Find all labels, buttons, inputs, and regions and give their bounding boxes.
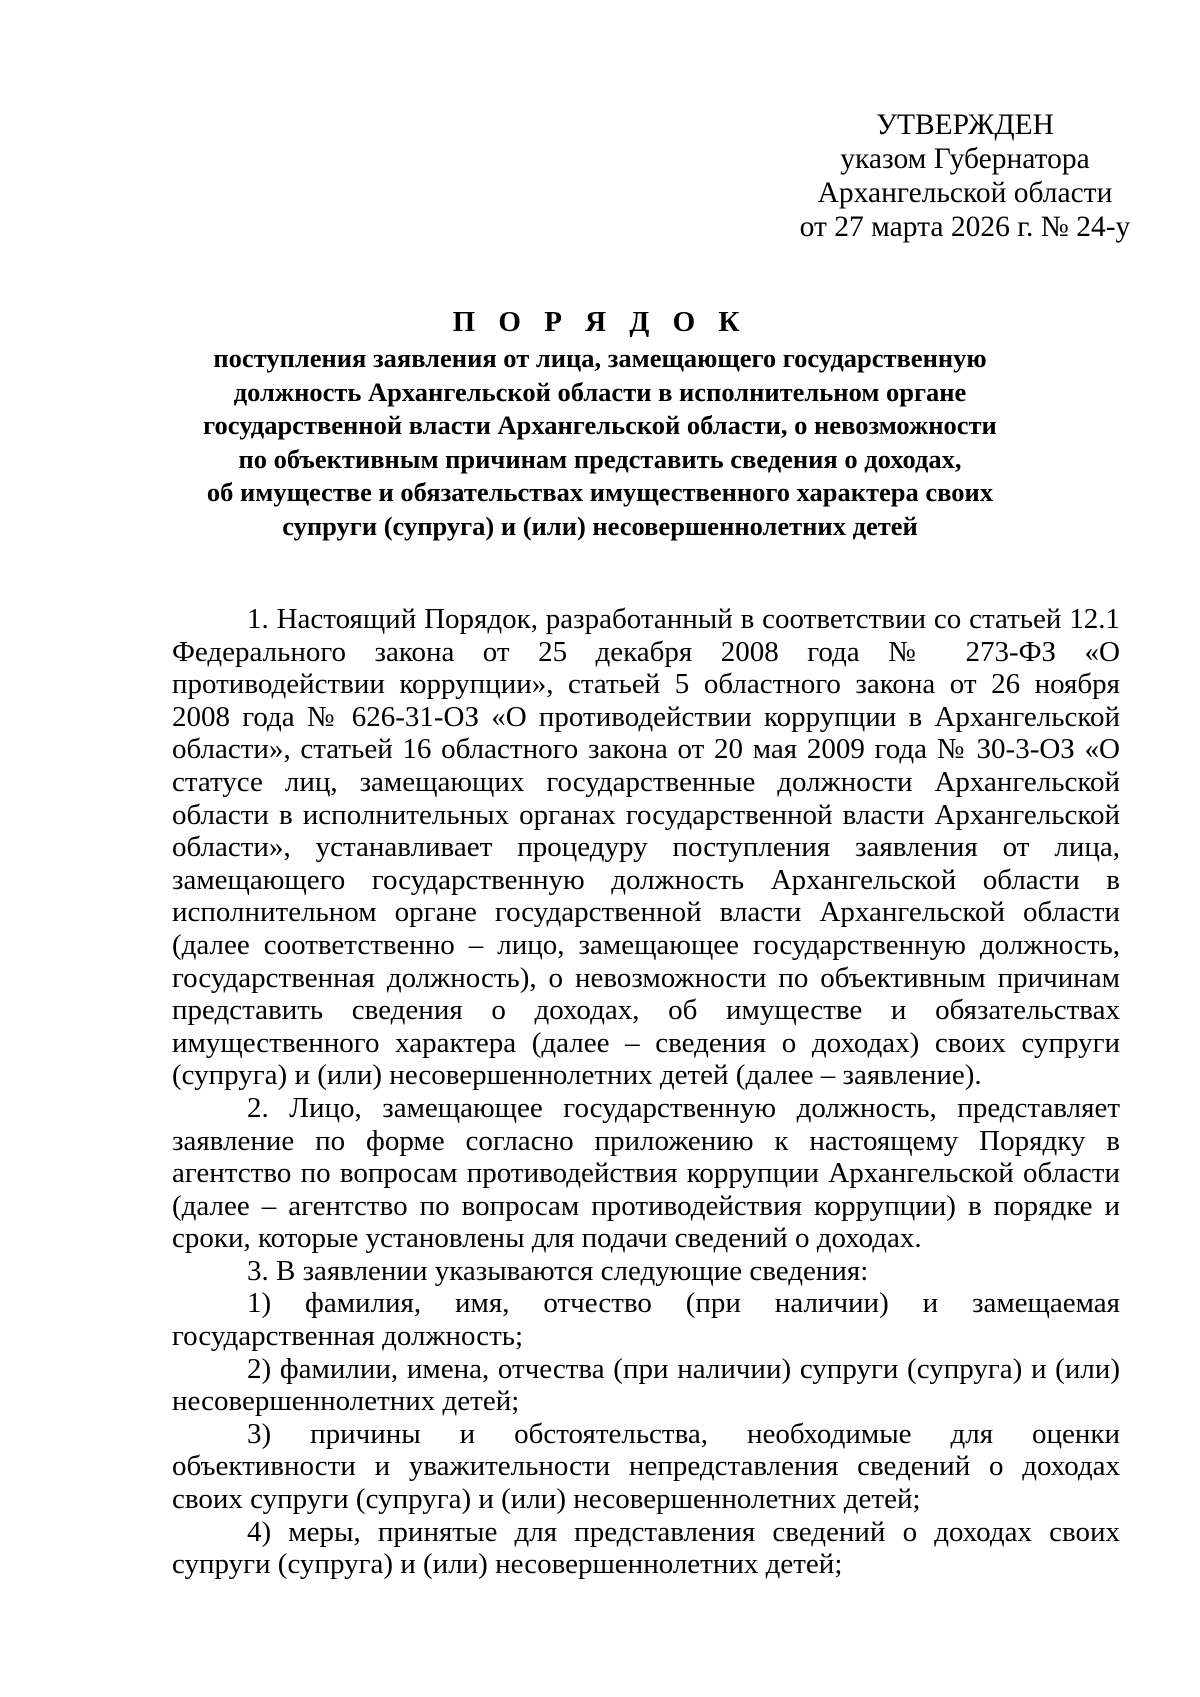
document-subtitle (150, 342, 1050, 543)
list-item-1: 1) фамилия, имя, отчество (при наличии) и замещаемая государственная должность; (172, 1287, 1120, 1353)
approval-stamp (700, 108, 1200, 244)
list-item-4: 4) меры, принятые для представления сведений о доходах своих супруги (супруга) и (или) несовершеннолетних детей; (172, 1515, 1120, 1581)
subtitle-line: должность Архангельской области в исполнительном органе (233, 376, 967, 407)
paragraph-2: 2. Лицо, замещающее государственную должность, представляет заявление по форме согласно приложению к настоящему Порядку в агентство по вопросам противодействия коррупции Архангельской области (далее – агентство по вопросам противодействия коррупции) в порядке и сроки, которые установлены для подачи сведений о доходах. (172, 1091, 1120, 1255)
subtitle-line: по объективным причинам представить сведения о доходах, (238, 443, 962, 474)
approval-heading: УТВЕРЖДЕН (876, 109, 1054, 141)
paragraph-1: 1. Настоящий Порядок, разработанный в соответствии со статьей 12.1 Федерального закона от 25 декабря 2008 года № 273-ФЗ «О противодействии коррупции», статьей 5 областного закона от 26 ноября 2008 года № 626-31-ОЗ «О противодействии коррупции в Архангельской области», статьей 16 областного закона от 20 мая 2009 года № 30-3-ОЗ «О статусе лиц, замещающих государственные должности Архангельской области в исполнительных органах государственной власти Архангельской области», устанавливает процедуру поступления заявления от лица, замещающего государственную должность Архангельской области в исполнительном органе государственной власти Архангельской области (далее соответственно – лицо, замещающее государственную должность, государственная должность), о невозможности по объективным причинам представить сведения о доходах, об имуществе и обязательствах имущественного характера (далее – сведения о доходах) своих супруги (супруга) и (или) несовершеннолетних детей (далее – заявление). (172, 603, 1120, 1092)
subtitle-line: государственной власти Архангельской области, о невозможности (203, 410, 997, 440)
approval-date-number: от 27 марта 2026 г. № 24-у (799, 211, 1131, 243)
list-item-3: 3) причины и обстоятельства, необходимые для оценки объективности и уважительности непредставления сведений о доходах своих супруги (супруга) и (или) несовершеннолетних детей; (172, 1417, 1120, 1516)
subtitle-line: поступления заявления от лица, замещающего государственную (213, 343, 987, 373)
subtitle-line: об имуществе и обязательствах имущественного характера своих (206, 477, 994, 507)
subtitle-line: супруги (супруга) и (или) несовершеннолетних детей (282, 510, 918, 541)
approval-region: Архангельской области (817, 177, 1113, 209)
paragraph-3: 3. В заявлении указываются следующие сведения: (247, 1254, 869, 1287)
document-title: П О Р Я Д О К (452, 306, 748, 338)
list-item-2: 2) фамилии, имена, отчества (при наличии) супруги (супруга) и (или) несовершеннолетних детей; (172, 1352, 1120, 1418)
approval-decree: указом Губернатора (840, 143, 1090, 175)
document-body (172, 603, 1120, 1581)
